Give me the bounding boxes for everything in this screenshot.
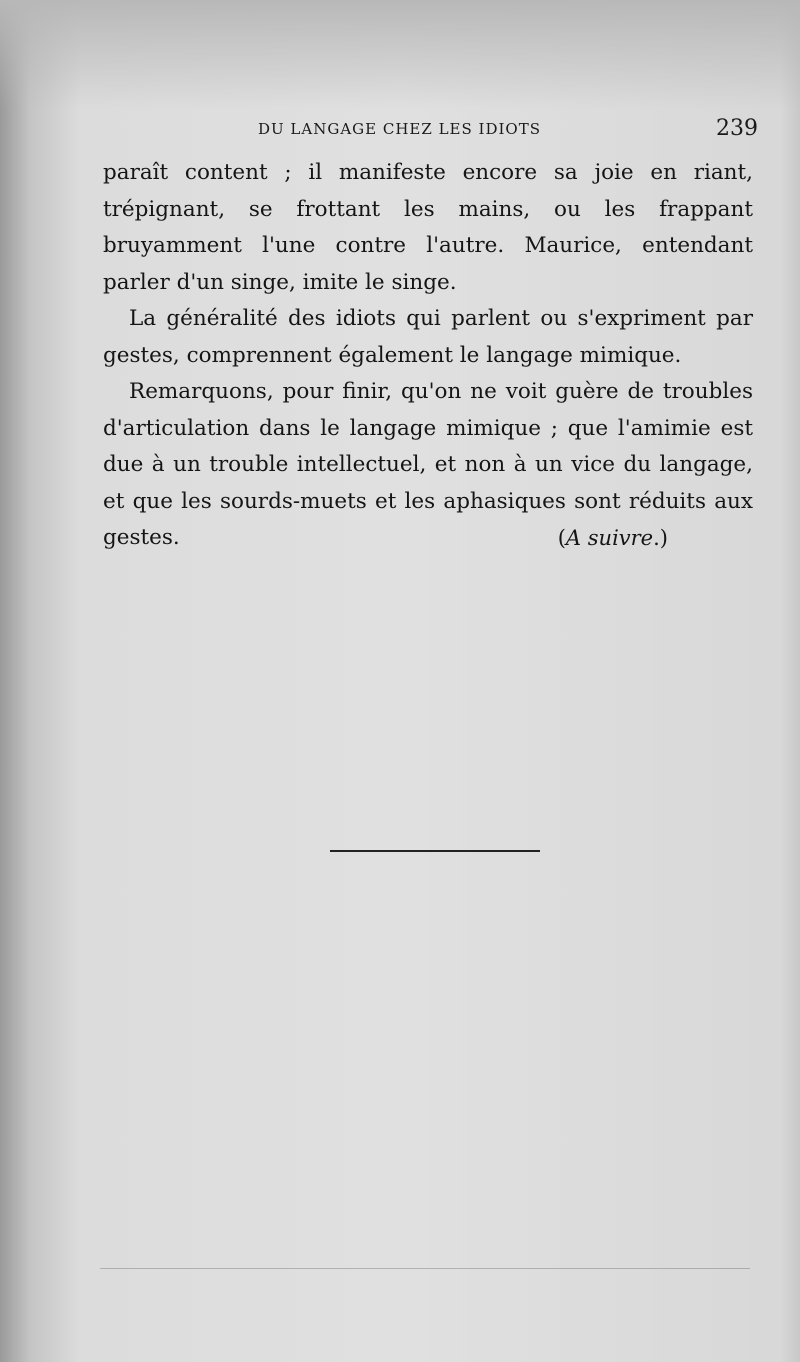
paragraph: Remarquons, pour finir, qu'on ne voit guère de troubles d'articulation dans le langage mimique ; que l'amimie est due à un trouble intellectuel, et non à un vice du langage, et que les sourds-muets et les aphasiques sont réduits aux gestes. [103, 379, 753, 550]
section-divider [330, 850, 540, 852]
running-head: DU LANGAGE CHEZ LES IDIOTS [258, 120, 541, 138]
note-label: A suivre [565, 526, 654, 550]
paragraph: paraît content ; il manifeste encore sa joie en riant, trépignant, se frottant les mains, ou les frappant bruyamment l'une contre l'autre. Maurice, entendant parler d'un singe, imite le singe. [103, 160, 753, 295]
show-through-rule [100, 1268, 750, 1269]
page-number: 239 [716, 116, 758, 141]
page-header [258, 116, 758, 146]
scan-shadow [0, 0, 800, 110]
show-through-artifact [110, 600, 760, 602]
note-open: ( [557, 526, 566, 550]
note-close: .) [653, 526, 668, 550]
to-be-continued-note [558, 526, 668, 550]
paragraph: La généralité des idiots qui parlent ou s'expriment par gestes, comprennent également le langage mimique. [103, 306, 753, 368]
main-text [103, 155, 753, 557]
